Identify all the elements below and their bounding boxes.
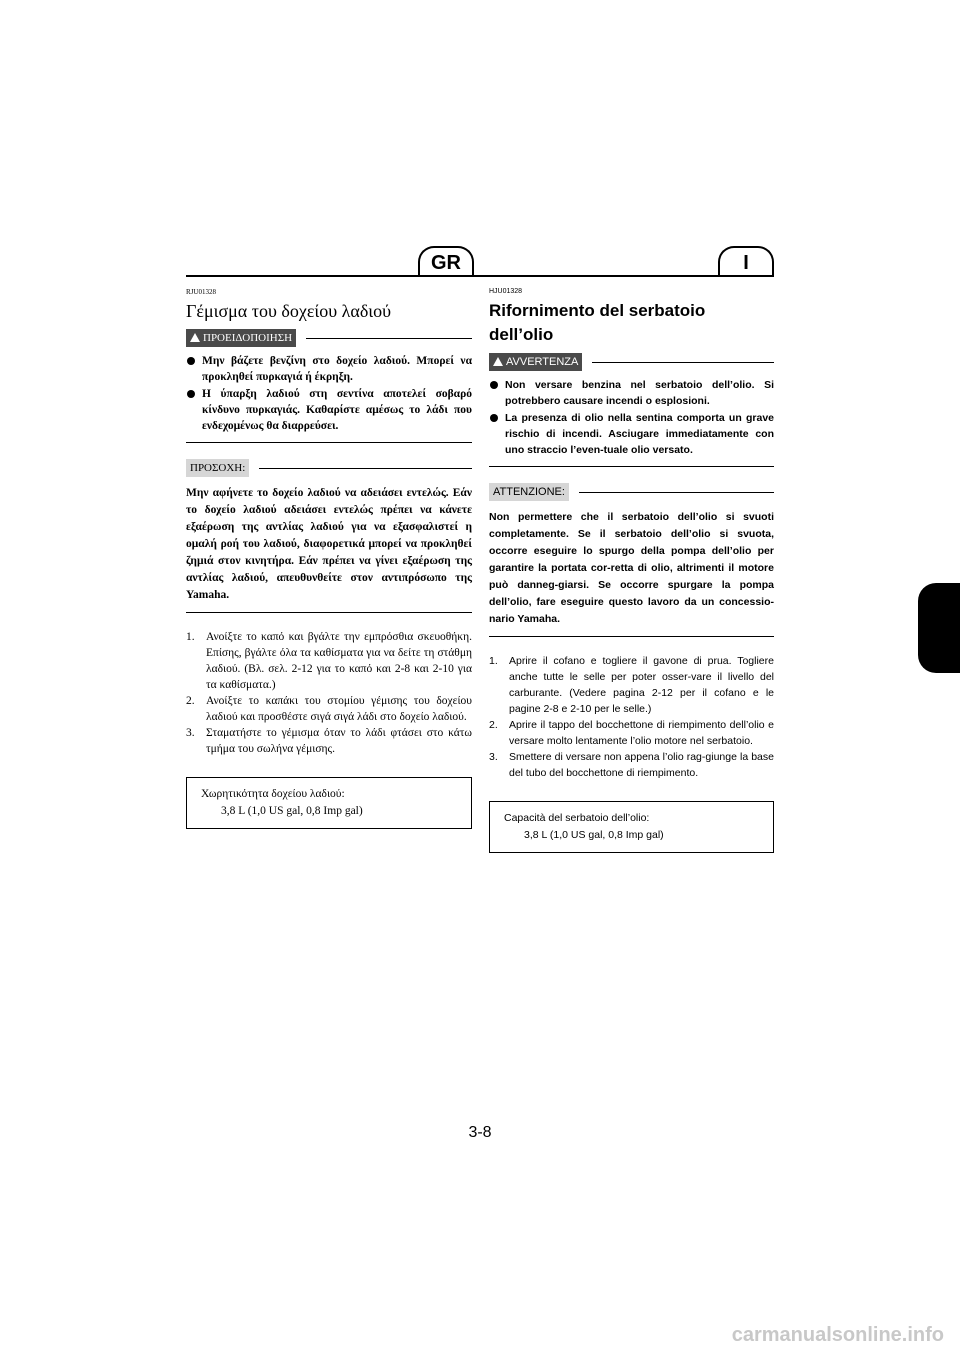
step-number: 3.: [186, 727, 195, 739]
block-rule: [489, 466, 774, 467]
step-item: [489, 717, 774, 749]
steps-list: [186, 629, 472, 757]
capacity-value: 3,8 L (1,0 US gal, 0,8 Imp gal): [221, 805, 363, 817]
language-badge-greek: GR: [418, 246, 474, 276]
step-number: 3.: [489, 751, 498, 763]
warning-label: [489, 353, 582, 371]
caution-label: ATTENZIONE:: [489, 483, 569, 501]
section-title: Γέμισμα του δοχείου λαδιού: [186, 301, 392, 321]
caution-text: Μην αφήνετε το δοχείο λαδιού να αδειάσει εντελώς. Εάν το δοχείο λαδιού αδειάσει εντελώς πρέπει να κάνετε εξαέρωση της αντλίας λαδιού για να εξασφαλιστεί η ομαλή ροή του λαδιού, διαφορετικά μπορεί να προκληθεί ζημιά στον κινητήρα. Εάν πρέπει να γίνει εξαέρωση της αντλίας λαδιού, απευθυνθείτε στον αντιπρόσωπο της Yamaha.: [186, 487, 472, 601]
warning-label: [186, 329, 296, 347]
section-code: HJU01328: [489, 288, 523, 295]
step-text: Aprire il tappo del bocchettone di riempimento dell’olio e versare molto lentamente l’olio motore nel serbatoio.: [509, 719, 774, 747]
step-text: Smettere di versare non appena l’olio rag-giunge la base del tubo del bocchettone di riempimento.: [509, 751, 774, 779]
warning-item: [186, 386, 472, 434]
step-text: Aprire il cofano e togliere il gavone di prua. Togliere anche tutte le selle per poter osser-vare il livello del carburante. (Vedere pagina 2-12 per il cofano e le pagine 2-8 e 2-10 per le selle.): [509, 655, 774, 715]
step-item: [186, 629, 472, 693]
step-item: [186, 725, 472, 757]
warning-item: [489, 410, 774, 458]
caution-label: ΠΡΟΣΟΧΗ:: [186, 459, 249, 477]
capacity-value: 3,8 L (1,0 US gal, 0,8 Imp gal): [524, 829, 664, 841]
label-rule: [579, 492, 774, 493]
step-item: [489, 653, 774, 717]
label-rule: [592, 362, 774, 363]
warning-list: [186, 353, 472, 434]
header-rule: [186, 275, 774, 277]
section-title: Rifornimento del serbatoio dell’olio: [489, 301, 706, 344]
warning-triangle-icon: [493, 357, 503, 366]
warning-list: [489, 377, 774, 458]
warning-item-text: Non versare benzina nel serbatoio dell’olio. Si potrebbero causare incendi o esplosioni.: [505, 379, 774, 407]
step-item: [489, 749, 774, 781]
italian-column: [489, 287, 774, 853]
step-text: Σταματήστε το γέμισμα όταν το λάδι φτάσει στο κάτω τμήμα του σωλήνα γέμισης.: [206, 727, 472, 755]
step-item: [186, 693, 472, 725]
step-number: 2.: [489, 719, 498, 731]
warning-item: [186, 353, 472, 385]
step-text: Ανοίξτε το καπό και βγάλτε την εμπρόσθια σκευοθήκη. Επίσης, βγάλτε όλα τα καθίσματα για να δείτε τη στάθμη λαδιού. (Βλ. σελ. 2-12 για το καπό και 2-8 και 2-10 για τα καθίσματα.): [206, 631, 472, 691]
page-number: 3-8: [468, 1124, 492, 1141]
capacity-label: Χωρητικότητα δοχείου λαδιού:: [201, 788, 345, 800]
capacity-box: [186, 777, 472, 829]
step-text: Ανοίξτε το καπάκι του στομίου γέμισης του δοχείου λαδιού και προσθέστε σιγά σιγά λάδι στο δοχείο λαδιού.: [206, 695, 472, 723]
step-number: 1.: [186, 631, 195, 643]
label-rule: [306, 338, 472, 339]
bullet-icon: [490, 414, 498, 422]
capacity-label: Capacità del serbatoio dell’olio:: [504, 812, 650, 824]
step-number: 1.: [489, 655, 498, 667]
warning-header: [186, 329, 472, 347]
block-rule: [489, 636, 774, 637]
warning-header: [489, 353, 774, 371]
bullet-icon: [490, 381, 498, 389]
warning-label-text: AVVERTENZA: [506, 356, 579, 368]
capacity-box: [489, 801, 774, 853]
block-rule: [186, 442, 472, 443]
warning-item-text: Μην βάζετε βενζίνη στο δοχείο λαδιού. Μπορεί να προκληθεί πυρκαγιά ή έκρηξη.: [202, 355, 472, 383]
bullet-icon: [187, 357, 195, 365]
step-number: 2.: [186, 695, 195, 707]
warning-label-text: ΠΡΟΕΙΔΟΠΟΙΗΣΗ: [203, 332, 293, 344]
chapter-thumb-tab: [918, 583, 960, 673]
bullet-icon: [187, 390, 195, 398]
caution-text: Non permettere che il serbatoio dell’olio si svuoti completamente. Se il serbatoio dell’olio si svuota, occorre eseguire lo spurgo della pompa dell’olio per garantire la portata cor-retta di olio, altrimenti il motore può danneg-giarsi. Se occorre spurgare la pompa dell’olio, fare eseguire questo lavoro da un concessio-nario Yamaha.: [489, 511, 774, 625]
block-rule: [186, 612, 472, 613]
warning-triangle-icon: [190, 333, 200, 342]
caution-header: [186, 459, 472, 477]
label-rule: [259, 468, 472, 469]
warning-item: [489, 377, 774, 409]
greek-column: [186, 287, 472, 829]
caution-header: [489, 483, 774, 501]
section-code: RJU01328: [186, 288, 216, 296]
warning-item-text: La presenza di olio nella sentina comporta un grave rischio di incendi. Asciugare immediatamente con uno straccio l’even-tuale olio versato.: [505, 412, 774, 456]
watermark-site: carmanualsonline.info: [731, 1324, 944, 1346]
language-badge-italian: I: [718, 246, 774, 276]
steps-list: [489, 653, 774, 781]
warning-item-text: Η ύπαρξη λαδιού στη σεντίνα αποτελεί σοβαρό κίνδυνο πυρκαγιάς. Καθαρίστε αμέσως το λάδι που ενδεχομένως θα διαρρεύσει.: [202, 388, 472, 432]
